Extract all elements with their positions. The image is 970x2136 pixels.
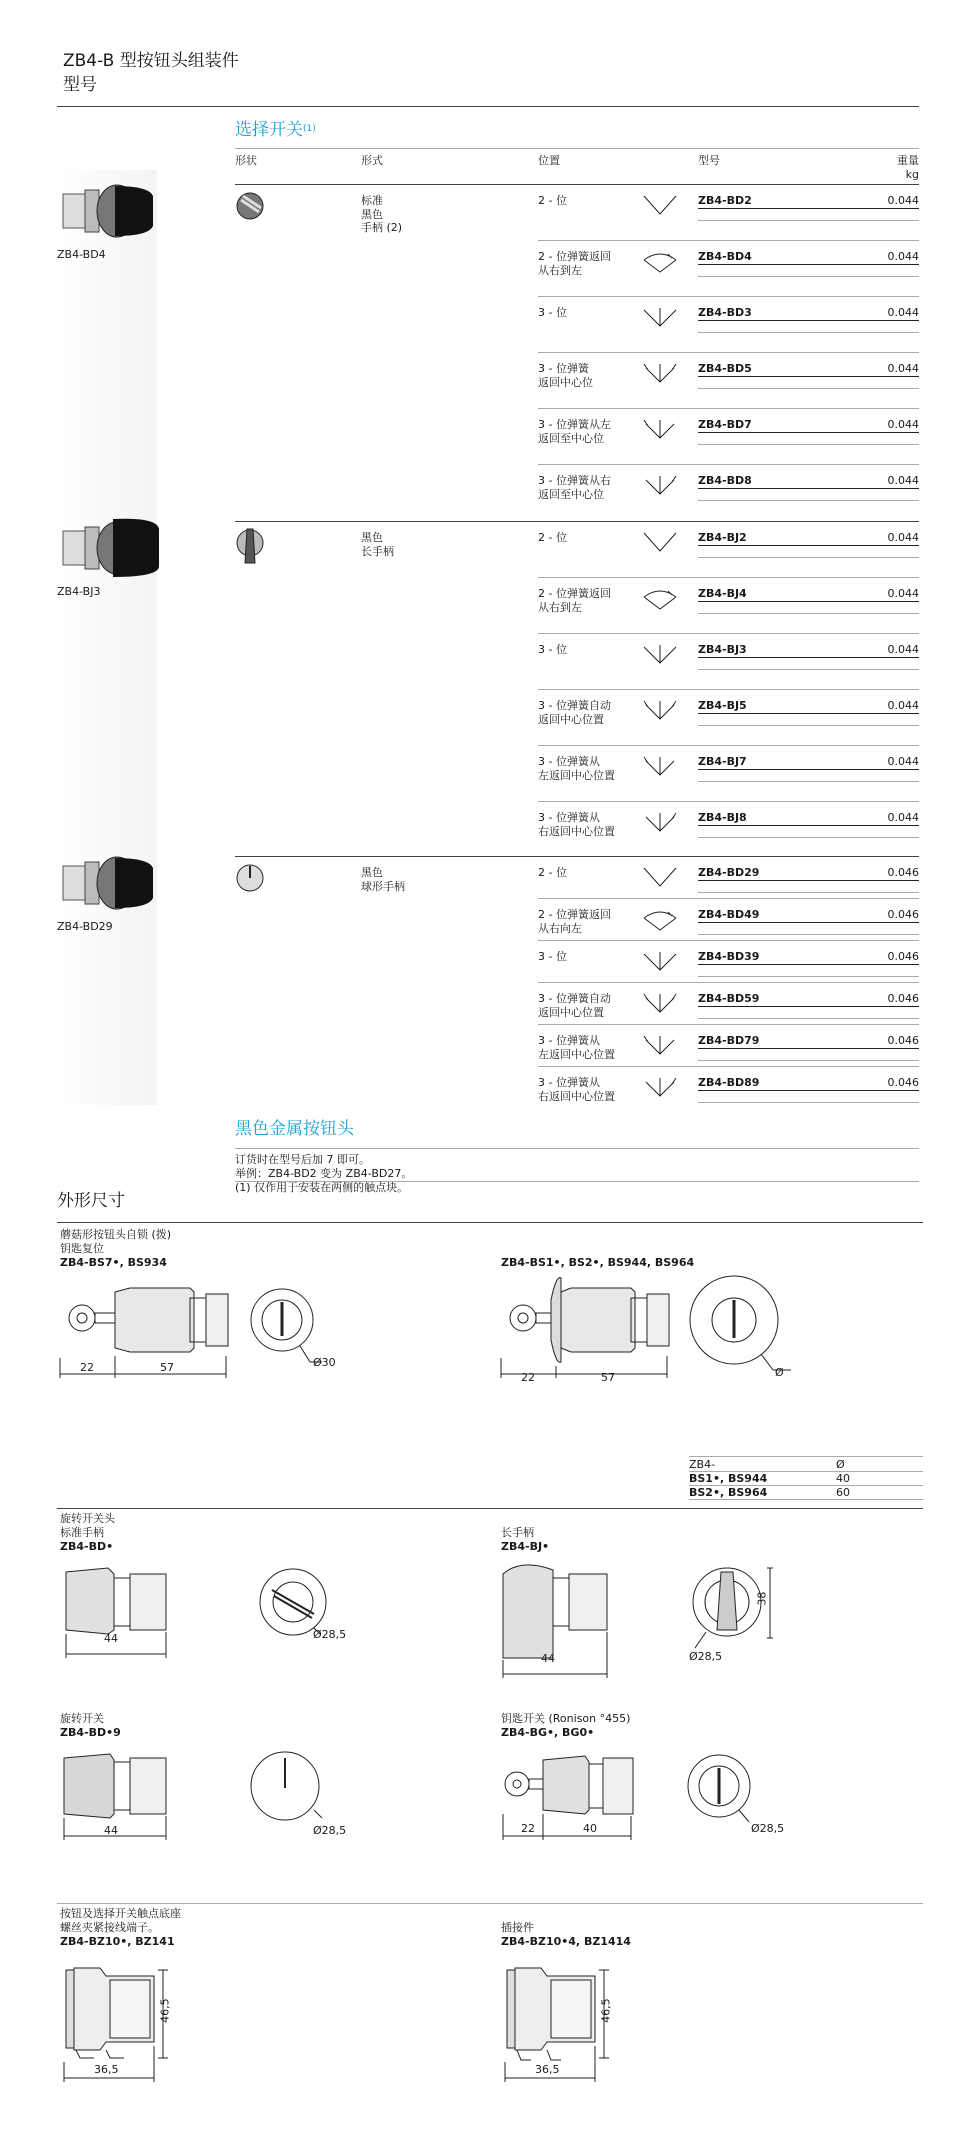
position-text: 3 - 位弹簧自动 <box>538 992 611 1005</box>
b1-title-2: 钥匙复位 <box>60 1242 104 1255</box>
ref-underline <box>698 964 919 965</box>
row-rule <box>538 408 919 409</box>
head-shape-icon <box>236 192 268 232</box>
head-style-text: 黑色 <box>361 207 383 221</box>
dimensions-rule <box>57 1222 923 1223</box>
b3-dim-44: 44 <box>104 1632 118 1645</box>
row-rule <box>538 745 919 746</box>
row-rule <box>538 352 919 353</box>
position-diagram-icon <box>642 811 678 835</box>
weight-value: 0.044 <box>887 699 919 712</box>
weight-value: 0.046 <box>887 992 919 1005</box>
page-subtitle: 型号 <box>63 75 97 95</box>
b1-title-1: 蘑菇形按钮头自锁 (拨) <box>60 1228 172 1241</box>
position-diagram-icon <box>642 1034 678 1058</box>
b7-drawing <box>60 1962 200 2092</box>
b3-drawing <box>60 1560 340 1670</box>
group-rule <box>235 521 919 522</box>
product-photo <box>57 180 162 242</box>
ref-underline <box>698 1006 919 1007</box>
b4-title-2: 长手柄 <box>501 1526 534 1539</box>
row-rule <box>538 1024 919 1025</box>
dimensions-title: 外形尺寸 <box>57 1191 125 1211</box>
b1-dim-57: 57 <box>160 1361 174 1374</box>
ref-underline <box>698 713 919 714</box>
product-photo <box>57 852 162 914</box>
reference-code: ZB4-BD89 <box>698 1076 760 1089</box>
b1-drawing <box>60 1270 340 1385</box>
position-diagram-icon <box>642 950 678 974</box>
b8-ref: ZB4-BZ10•4, BZ1414 <box>501 1935 631 1948</box>
ref-underline-2 <box>698 613 919 614</box>
head-style-text: 长手柄 <box>361 544 394 558</box>
metal-section-title: 黑色金属按钮头 <box>235 1119 354 1139</box>
position-diagram-icon <box>642 250 678 274</box>
position-diagram-icon <box>642 1076 678 1100</box>
weight-value: 0.046 <box>887 1076 919 1089</box>
row-rule <box>538 633 919 634</box>
b1-dim-dia: Ø30 <box>313 1356 336 1369</box>
col-weight-unit: kg <box>905 168 919 181</box>
b8-dim-365: 36,5 <box>535 2063 560 2076</box>
b1-ref: ZB4-BS7•, BS934 <box>60 1256 167 1269</box>
ref-underline-2 <box>698 837 919 838</box>
head-shape-icon <box>236 529 268 569</box>
row-rule <box>538 240 919 241</box>
position-text: 3 - 位弹簧从 <box>538 755 600 768</box>
footnote-1: (1) 仅作用于安装在两侧的触点块。 <box>235 1181 409 1194</box>
position-diagram-icon <box>642 699 678 723</box>
position-text: 3 - 位 <box>538 306 567 319</box>
tbl-rule <box>689 1456 923 1457</box>
b7-dim-465: 46,5 <box>158 1998 172 2023</box>
reference-code: ZB4-BD7 <box>698 418 752 431</box>
b3-title-2: 标准手柄 <box>60 1526 104 1539</box>
head-style-text: 标准 <box>361 194 383 207</box>
position-text: 2 - 位 <box>538 194 567 207</box>
metal-note-2: 举例：ZB4-BD2 变为 ZB4-BD27。 <box>235 1167 413 1180</box>
reference-code: ZB4-BD39 <box>698 950 760 963</box>
position-text: 左返回中心位置 <box>538 1047 615 1061</box>
ref-underline-2 <box>698 1102 919 1103</box>
weight-value: 0.044 <box>887 531 919 544</box>
position-text: 3 - 位弹簧自动 <box>538 699 611 712</box>
position-text: 3 - 位 <box>538 643 567 656</box>
b6-drawing <box>501 1744 801 1854</box>
head-style-text: 球形手柄 <box>361 879 405 893</box>
ref-underline <box>698 657 919 658</box>
ref-underline <box>698 601 919 602</box>
ref-underline-2 <box>698 892 919 893</box>
b4-drawing <box>501 1560 801 1700</box>
position-text: 返回中心位 <box>538 375 593 389</box>
product-photo <box>57 517 162 579</box>
reference-code: ZB4-BJ4 <box>698 587 747 600</box>
product-photo-label: ZB4-BD4 <box>57 248 106 261</box>
product-photo-drawing <box>57 852 162 914</box>
ref-underline-2 <box>698 500 919 501</box>
ref-underline <box>698 320 919 321</box>
ref-underline-2 <box>698 388 919 389</box>
reference-code: ZB4-BD2 <box>698 194 752 207</box>
dim-table-cell: ZB4- <box>689 1458 716 1471</box>
reference-code: ZB4-BJ3 <box>698 643 747 656</box>
position-text: 左返回中心位置 <box>538 768 615 782</box>
position-diagram-icon <box>642 755 678 779</box>
position-diagram-icon <box>642 587 678 611</box>
head-style-text: 黑色 <box>361 531 383 544</box>
b5-drawing <box>60 1744 340 1854</box>
b3-title-1: 旋转开关头 <box>60 1512 115 1525</box>
weight-value: 0.046 <box>887 908 919 921</box>
b1-dim-22: 22 <box>80 1361 94 1374</box>
dim-table-cell: 60 <box>836 1486 850 1499</box>
ref-underline <box>698 376 919 377</box>
position-text: 3 - 位 <box>538 950 567 963</box>
dim-table-cell: Ø <box>836 1458 845 1471</box>
col-reference: 型号 <box>698 154 720 167</box>
position-text: 右返回中心位置 <box>538 824 615 838</box>
b5-ref: ZB4-BD•9 <box>60 1726 121 1739</box>
ref-underline-2 <box>698 976 919 977</box>
weight-value: 0.044 <box>887 643 919 656</box>
row-rule <box>538 801 919 802</box>
b7-ref: ZB4-BZ10•, BZ141 <box>60 1935 175 1948</box>
weight-value: 0.044 <box>887 306 919 319</box>
col-shape: 形状 <box>235 154 257 167</box>
position-text: 2 - 位弹簧返回 <box>538 250 611 263</box>
ref-underline-2 <box>698 669 919 670</box>
b6-dim-dia: Ø28,5 <box>751 1822 785 1835</box>
position-diagram-icon <box>642 866 678 890</box>
b6-ref: ZB4-BG•, BG0• <box>501 1726 595 1739</box>
reference-code: ZB4-BD49 <box>698 908 760 921</box>
reference-code: ZB4-BJ8 <box>698 811 747 824</box>
position-diagram-icon <box>642 362 678 386</box>
dim-table-cell: BS2•, BS964 <box>689 1486 768 1499</box>
ref-underline <box>698 208 919 209</box>
ref-underline <box>698 264 919 265</box>
photo-strip <box>57 170 157 1105</box>
metal-rule <box>235 1148 919 1149</box>
position-text: 3 - 位弹簧从 <box>538 811 600 824</box>
row-rule <box>538 577 919 578</box>
weight-value: 0.046 <box>887 1034 919 1047</box>
row-rule <box>538 689 919 690</box>
position-text: 返回至中心位 <box>538 431 604 445</box>
ref-underline-2 <box>698 332 919 333</box>
position-text: 3 - 位弹簧从左 <box>538 418 611 431</box>
b8-drawing <box>501 1962 641 2092</box>
ref-underline-2 <box>698 276 919 277</box>
position-diagram-icon <box>642 531 678 555</box>
reference-code: ZB4-BJ5 <box>698 699 747 712</box>
group-rule <box>235 184 919 185</box>
row-rule <box>538 982 919 983</box>
product-photo-label: ZB4-BD29 <box>57 920 113 933</box>
ref-underline <box>698 769 919 770</box>
row-rule <box>538 296 919 297</box>
b4-dim-38: 38 <box>755 1591 769 1606</box>
weight-value: 0.044 <box>887 474 919 487</box>
group-rule <box>235 856 919 857</box>
b5-dim-44: 44 <box>104 1824 118 1837</box>
header-rule <box>57 106 919 107</box>
row-rule <box>538 464 919 465</box>
b4-dim-dia: Ø28,5 <box>689 1650 723 1663</box>
ref-underline <box>698 922 919 923</box>
reference-code: ZB4-BD59 <box>698 992 760 1005</box>
dim-table-rule <box>689 1499 923 1500</box>
b3-ref: ZB4-BD• <box>60 1540 114 1553</box>
weight-value: 0.044 <box>887 587 919 600</box>
position-diagram-icon <box>642 418 678 442</box>
selector-section-title: 选择开关$^{(1)}$ <box>235 120 316 140</box>
col-style: 形式 <box>361 154 383 167</box>
ref-underline-2 <box>698 1060 919 1061</box>
ref-underline-2 <box>698 220 919 221</box>
ref-underline-2 <box>698 934 919 935</box>
b6-dim-40: 40 <box>583 1822 597 1835</box>
product-photo-label: ZB4-BJ3 <box>57 585 101 598</box>
ref-underline <box>698 1090 919 1091</box>
position-diagram-icon <box>642 306 678 330</box>
reference-code: ZB4-BD5 <box>698 362 752 375</box>
weight-value: 0.044 <box>887 811 919 824</box>
b2-ref: ZB4-BS1•, BS2•, BS944, BS964 <box>501 1256 695 1269</box>
reference-code: ZB4-BD29 <box>698 866 760 879</box>
position-diagram-icon <box>642 474 678 498</box>
position-diagram-icon <box>642 992 678 1016</box>
reference-code: ZB4-BD79 <box>698 1034 760 1047</box>
row-rule <box>538 898 919 899</box>
page-title: ZB4-B 型按钮头组装件 <box>63 51 239 71</box>
weight-value: 0.044 <box>887 362 919 375</box>
position-text: 3 - 位弹簧 <box>538 362 589 375</box>
b8-title-2: 插接件 <box>501 1921 534 1934</box>
weight-value: 0.044 <box>887 418 919 431</box>
position-text: 返回至中心位 <box>538 487 604 501</box>
position-text: 2 - 位弹簧返回 <box>538 908 611 921</box>
reference-code: ZB4-BJ7 <box>698 755 747 768</box>
position-text: 3 - 位弹簧从 <box>538 1034 600 1047</box>
weight-value: 0.044 <box>887 755 919 768</box>
head-shape-icon <box>236 864 268 904</box>
ref-underline <box>698 545 919 546</box>
position-text: 3 - 位弹簧从右 <box>538 474 611 487</box>
position-diagram-icon <box>642 908 678 932</box>
position-text: 右返回中心位置 <box>538 1089 615 1103</box>
metal-note-1: 订货时在型号后加 7 即可。 <box>235 1153 370 1166</box>
b7-dim-365: 36,5 <box>94 2063 119 2076</box>
b7-title-1: 按钮及选择开关触点底座 <box>60 1907 181 1920</box>
b6-title-2: 钥匙开关 (Ronison °455) <box>501 1712 631 1725</box>
dimensions-rule-3 <box>57 1903 923 1904</box>
ref-underline <box>698 880 919 881</box>
reference-code: ZB4-BJ2 <box>698 531 747 544</box>
position-text: 3 - 位弹簧从 <box>538 1076 600 1089</box>
position-text: 2 - 位 <box>538 866 567 879</box>
position-text: 2 - 位 <box>538 531 567 544</box>
ref-underline <box>698 488 919 489</box>
b4-ref: ZB4-BJ• <box>501 1540 550 1553</box>
ref-underline-2 <box>698 781 919 782</box>
row-rule <box>538 1066 919 1067</box>
position-text: 从右到左 <box>538 263 582 277</box>
b7-title-2: 螺丝夹紧接线端子。 <box>60 1921 159 1934</box>
reference-code: ZB4-BD4 <box>698 250 752 263</box>
position-diagram-icon <box>642 194 678 218</box>
b4-dim-44: 44 <box>541 1652 555 1665</box>
b2-dim-22: 22 <box>521 1371 535 1384</box>
col-weight: 重量 <box>897 154 919 167</box>
b2-drawing <box>501 1270 821 1385</box>
b6-dim-22: 22 <box>521 1822 535 1835</box>
dimensions-rule-2 <box>57 1508 923 1509</box>
row-rule <box>538 940 919 941</box>
position-text: 从右到左 <box>538 600 582 614</box>
ref-underline-2 <box>698 557 919 558</box>
weight-value: 0.046 <box>887 866 919 879</box>
weight-value: 0.046 <box>887 950 919 963</box>
ref-underline <box>698 1048 919 1049</box>
ref-underline-2 <box>698 444 919 445</box>
dim-table-cell: BS1•, BS944 <box>689 1472 768 1485</box>
position-text: 返回中心位置 <box>538 712 604 726</box>
col-position: 位置 <box>538 154 560 167</box>
b8-dim-465: 46,5 <box>599 1998 613 2023</box>
position-diagram-icon <box>642 643 678 667</box>
ref-underline <box>698 432 919 433</box>
b5-dim-dia: Ø28,5 <box>313 1824 347 1837</box>
head-style-text: 黑色 <box>361 866 383 879</box>
dim-table-cell: 40 <box>836 1472 850 1485</box>
b5-title-2: 旋转开关 <box>60 1712 104 1725</box>
ref-underline-2 <box>698 1018 919 1019</box>
b2-dim-57: 57 <box>601 1371 615 1384</box>
b2-dim-dia: Ø <box>775 1366 784 1379</box>
head-style-text: 手柄 (2) <box>361 221 403 234</box>
reference-code: ZB4-BD3 <box>698 306 752 319</box>
product-photo-drawing <box>57 517 162 579</box>
product-photo-drawing <box>57 180 162 242</box>
weight-value: 0.044 <box>887 194 919 207</box>
reference-code: ZB4-BD8 <box>698 474 752 487</box>
ref-underline <box>698 825 919 826</box>
position-text: 2 - 位弹簧返回 <box>538 587 611 600</box>
position-text: 返回中心位置 <box>538 1005 604 1019</box>
position-text: 从右向左 <box>538 921 582 935</box>
section-rule <box>235 148 919 149</box>
ref-underline-2 <box>698 725 919 726</box>
weight-value: 0.044 <box>887 250 919 263</box>
b3-dim-dia: Ø28,5 <box>313 1628 347 1641</box>
